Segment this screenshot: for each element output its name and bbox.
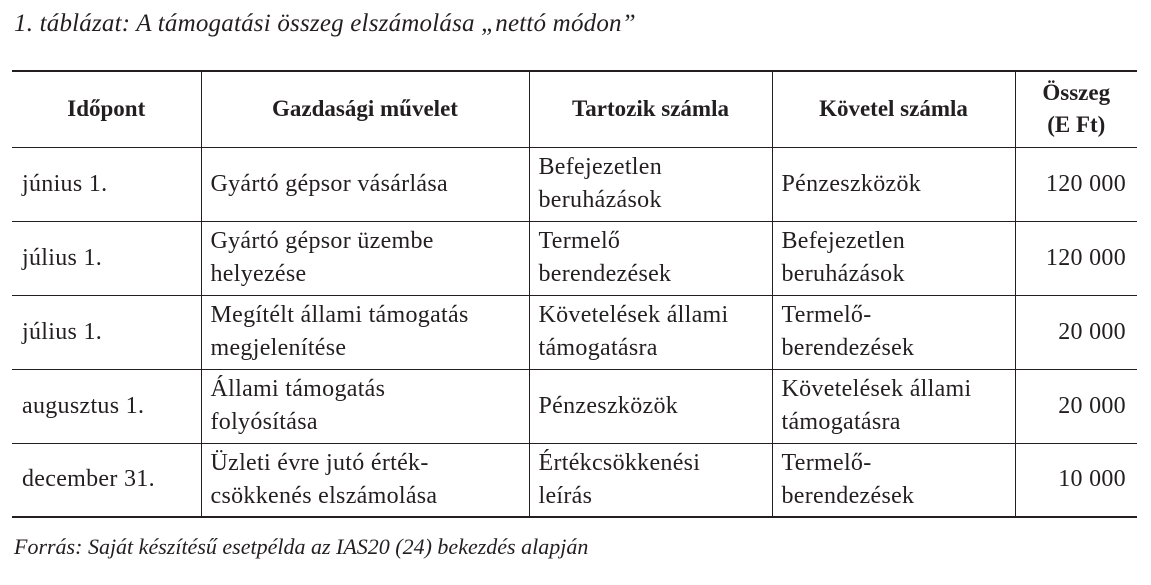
- cell-operation: [201, 295, 529, 369]
- cell-debit: [529, 443, 772, 517]
- cell-operation: [201, 443, 529, 517]
- cell-amount: 120 000: [1015, 221, 1137, 295]
- cell-credit-line: Termelő-: [781, 302, 872, 328]
- cell-debit-line: Pénzeszközök: [538, 392, 679, 419]
- cell-debit-line: Termelő: [538, 228, 621, 254]
- header-operation: Gazdasági művelet: [201, 71, 529, 147]
- cell-credit-line: berendezések: [781, 482, 915, 509]
- cell-credit-line: Termelő-: [781, 449, 872, 476]
- table-row: [12, 147, 1137, 221]
- cell-credit-line: beruházások: [781, 261, 905, 287]
- cell-credit-line: Pénzeszközök: [781, 170, 922, 197]
- cell-credit-line: berendezések: [781, 335, 915, 361]
- cell-debit-line: Követelések állami: [538, 302, 729, 328]
- cell-credit: [772, 221, 1015, 295]
- cell-credit: [772, 369, 1015, 443]
- cell-date: június 1.: [12, 147, 201, 221]
- header-row: [12, 71, 1137, 147]
- cell-operation-line: folyósítása: [210, 409, 318, 435]
- cell-operation-line: Megítélt állami támogatás: [210, 302, 469, 328]
- cell-credit: [772, 295, 1015, 369]
- cell-debit-line: támogatásra: [538, 335, 658, 361]
- cell-debit-line: leírás: [538, 482, 593, 509]
- cell-amount: 120 000: [1015, 147, 1137, 221]
- cell-amount: 20 000: [1015, 295, 1137, 369]
- header-credit: Követel számla: [772, 71, 1015, 147]
- cell-operation-line: Állami támogatás: [210, 376, 386, 402]
- cell-debit-line: Értékcsökkenési: [538, 449, 701, 476]
- cell-credit: [772, 443, 1015, 517]
- cell-operation: [201, 369, 529, 443]
- cell-operation: [201, 221, 529, 295]
- cell-debit: [529, 147, 772, 221]
- cell-amount: 20 000: [1015, 369, 1137, 443]
- cell-debit: [529, 295, 772, 369]
- cell-operation: [201, 147, 529, 221]
- cell-amount: 10 000: [1015, 443, 1137, 517]
- header-amount: [1015, 71, 1137, 147]
- cell-date: december 31.: [12, 443, 201, 517]
- cell-debit-line: Befejezetlen: [538, 154, 663, 180]
- cell-date: július 1.: [12, 295, 201, 369]
- cell-operation-line: helyezése: [210, 261, 307, 287]
- cell-credit: [772, 147, 1015, 221]
- cell-debit: [529, 221, 772, 295]
- cell-date: augusztus 1.: [12, 369, 201, 443]
- cell-debit: [529, 369, 772, 443]
- table-row: [12, 369, 1137, 443]
- cell-credit-line: Követelések állami: [781, 376, 972, 402]
- source-note: Forrás: Saját készítésű esetpélda az IAS20 (24) bekezdés alapján: [14, 534, 589, 559]
- cell-credit-line: Befejezetlen: [781, 228, 906, 254]
- accounting-table: [12, 70, 1137, 518]
- table-row: [12, 221, 1137, 295]
- table-caption: 1. táblázat: A támogatási összeg elszámolása „nettó módon”: [14, 10, 636, 37]
- cell-operation-line: csökkenés elszámolása: [210, 482, 438, 509]
- cell-operation-line: Üzleti évre jutó érték-: [210, 449, 429, 476]
- header-date: Időpont: [12, 71, 201, 147]
- cell-debit-line: berendezések: [538, 261, 672, 287]
- cell-date: július 1.: [12, 221, 201, 295]
- cell-credit-line: támogatásra: [781, 409, 901, 435]
- table-row: [12, 443, 1137, 517]
- cell-operation-line: Gyártó gépsor vásárlása: [210, 170, 448, 197]
- header-amount-line2: (E Ft): [1047, 112, 1106, 138]
- cell-operation-line: megjelenítése: [210, 335, 347, 361]
- cell-operation-line: Gyártó gépsor üzembe: [210, 228, 434, 254]
- header-amount-line1: Összeg: [1042, 80, 1111, 106]
- table-body: [12, 147, 1137, 517]
- header-debit: Tartozik számla: [529, 71, 772, 147]
- cell-debit-line: beruházások: [538, 187, 662, 213]
- table-row: [12, 295, 1137, 369]
